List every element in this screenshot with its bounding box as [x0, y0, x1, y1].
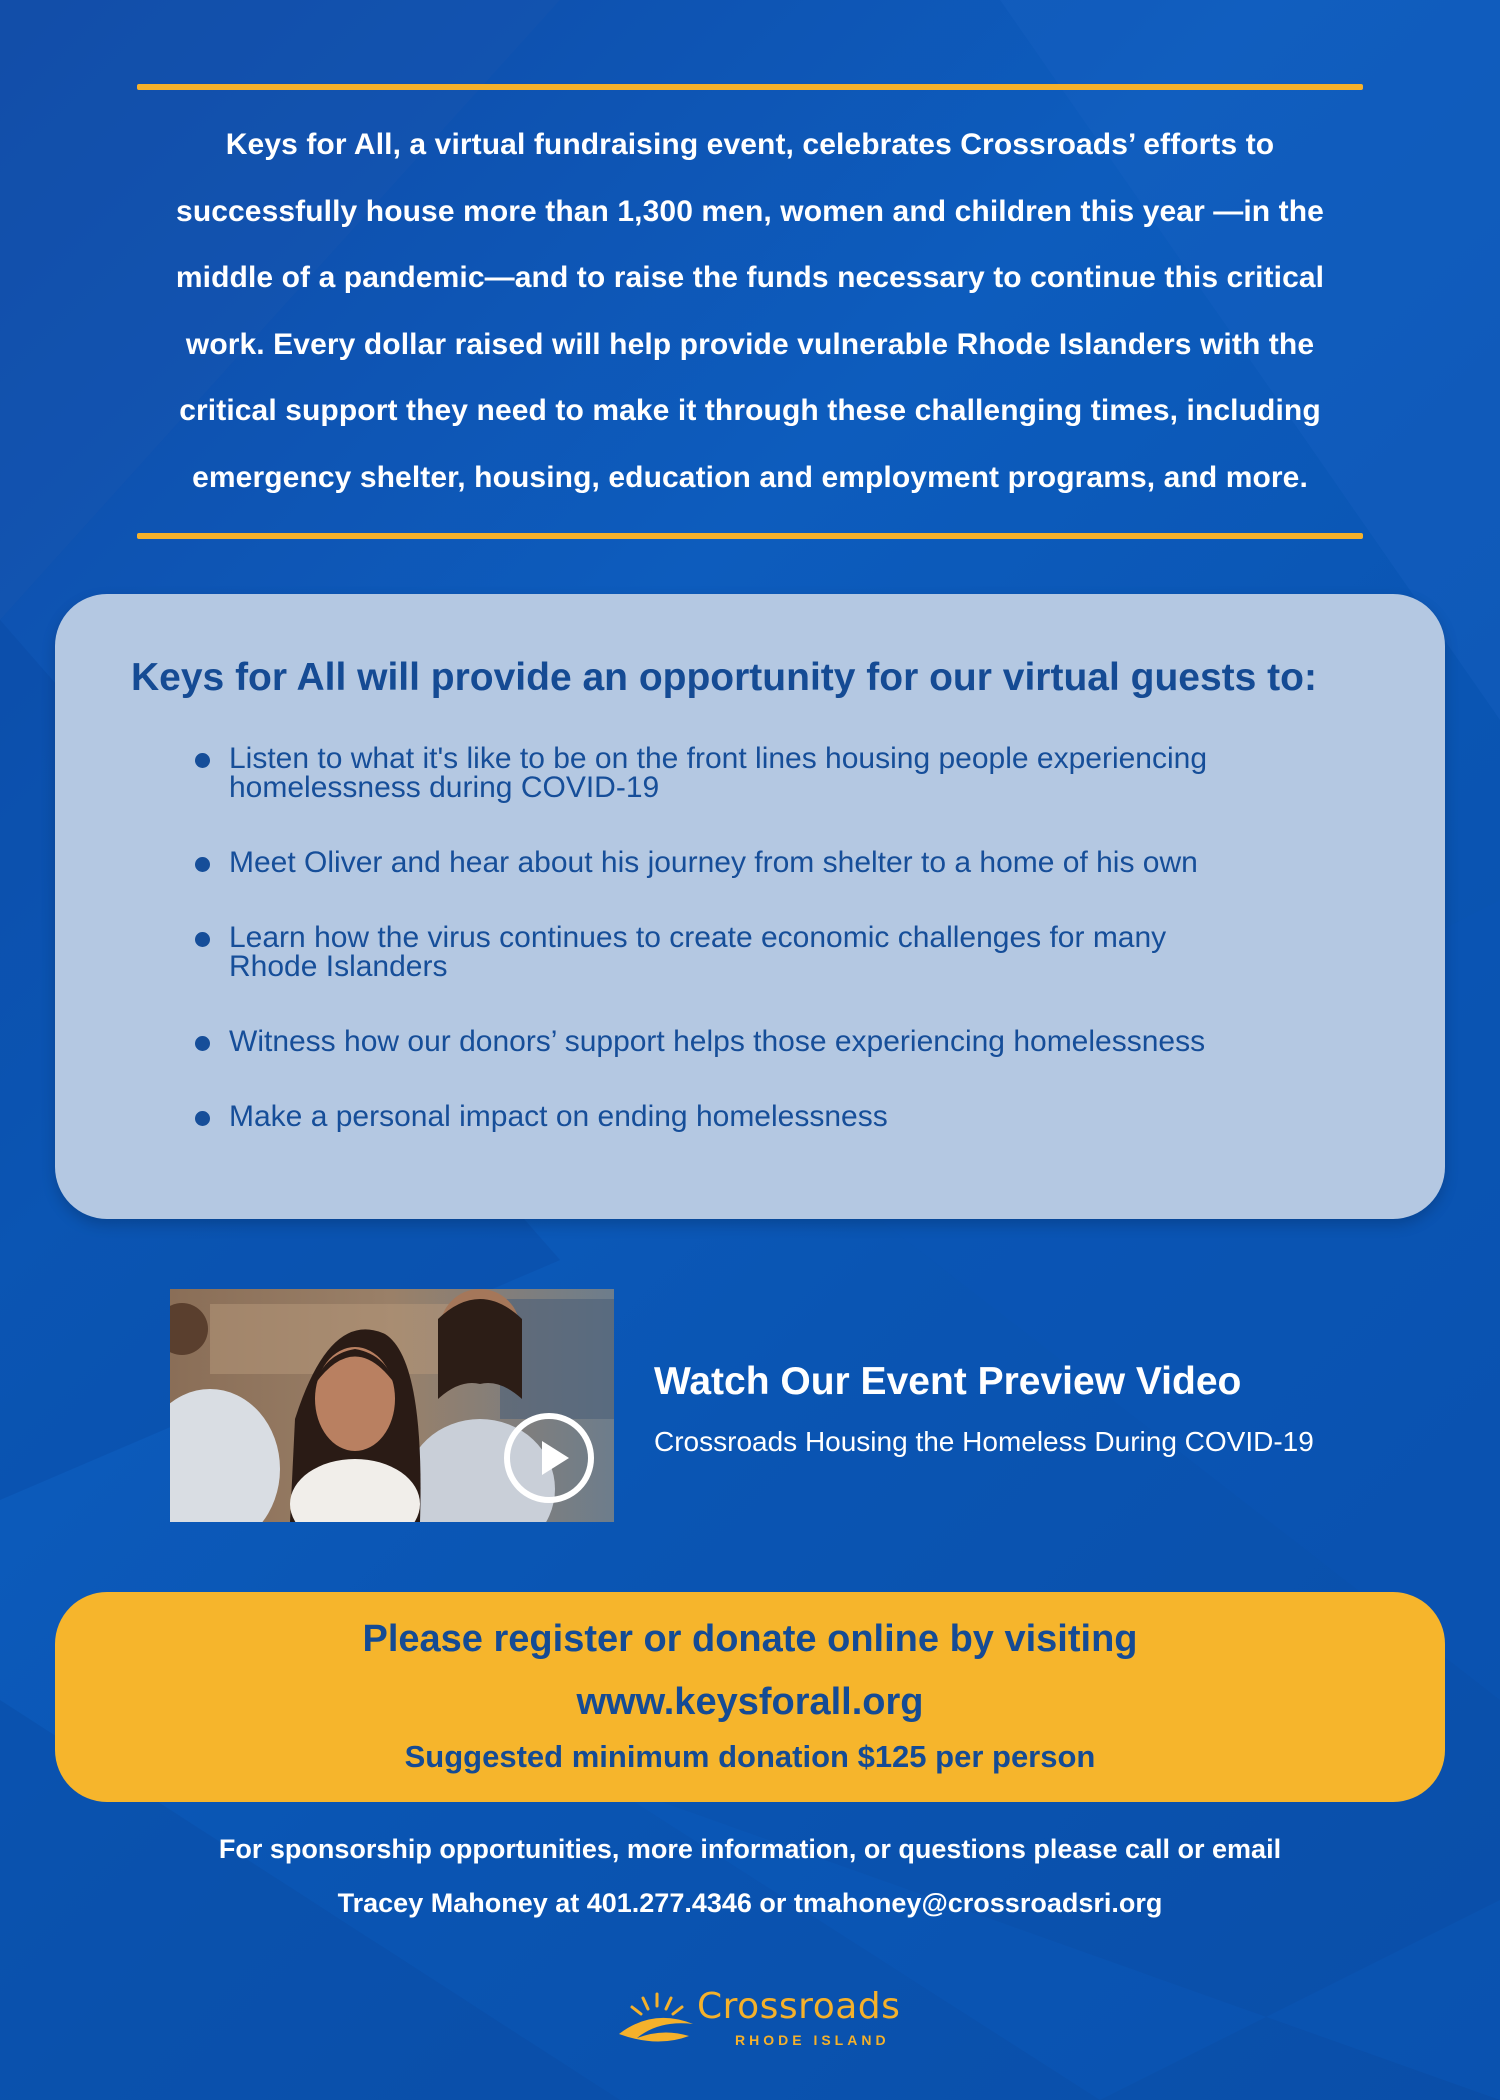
list-item	[195, 848, 1355, 877]
intro-section	[137, 84, 1363, 539]
list-item-text: Learn how the virus continues to create economic challenges for many	[229, 921, 1167, 954]
video-subtitle: Crossroads Housing the Homeless During COVID-19	[654, 1426, 1314, 1457]
contact-line: For sponsorship opportunities, more information, or questions please call or email	[218, 1834, 1282, 1864]
sun-logo-icon	[613, 1986, 693, 2050]
top-divider	[137, 84, 1363, 90]
crossroads-logo	[613, 1986, 903, 2050]
register-link[interactable]: www.keysforall.org	[576, 1681, 924, 1723]
register-panel	[55, 1592, 1445, 1802]
list-item-text: Listen to what it's like to be on the front lines housing people experiencing	[229, 742, 1208, 775]
intro-paragraph: Keys for All, a virtual fundraising event, celebrates Crossroads’ efforts to successfully house more than 1,300 men, women and children this year —in the middle of a pandemic—and to raise the funds necessary to continue this critical work. Every dollar raised will help provide vulnerable Rhode Islanders with the critical support they need to make it through these challenging times, including emergency shelter, housing, education and employment programs, and more.	[175, 128, 1325, 494]
list-item-text: Make a personal impact on ending homelessness	[229, 1100, 888, 1133]
list-item-text-continued: Rhode Islanders	[229, 950, 448, 983]
bullet-icon	[195, 753, 210, 768]
play-icon	[542, 1441, 569, 1475]
video-title: Watch Our Event Preview Video	[654, 1360, 1242, 1403]
contact-name-phone: Tracey Mahoney at 401.277.4346 or	[337, 1888, 794, 1918]
minimum-donation-text: Suggested minimum donation $125 per person	[404, 1739, 1096, 1774]
bullet-icon	[195, 1036, 210, 1051]
list-item	[195, 1027, 1355, 1056]
bullet-icon	[195, 932, 210, 947]
guest-list	[195, 744, 1355, 1177]
list-item-text: Witness how our donors’ support helps those experiencing homelessness	[229, 1025, 1206, 1058]
logo-name: Crossroads	[697, 1986, 901, 2027]
contact-details	[0, 1888, 1500, 1919]
contact-email-link[interactable]: tmahoney@crossroadsri.org	[793, 1888, 1163, 1918]
guest-opportunities-panel	[55, 594, 1445, 1219]
guest-heading: Keys for All will provide an opportunity for our virtual guests to:	[131, 656, 1317, 699]
bottom-divider	[137, 533, 1363, 539]
play-button[interactable]	[504, 1413, 594, 1503]
list-item	[195, 744, 1355, 802]
list-item	[195, 923, 1355, 981]
video-thumbnail[interactable]	[170, 1289, 614, 1522]
register-heading: Please register or donate online by visiting	[362, 1618, 1138, 1660]
bullet-icon	[195, 1111, 210, 1126]
logo-subtitle: RHODE ISLAND	[735, 2032, 890, 2048]
list-item-text-continued: homelessness during COVID-19	[229, 771, 660, 804]
bullet-icon	[195, 857, 210, 872]
list-item-text: Meet Oliver and hear about his journey from shelter to a home of his own	[229, 846, 1198, 879]
list-item	[195, 1102, 1355, 1131]
